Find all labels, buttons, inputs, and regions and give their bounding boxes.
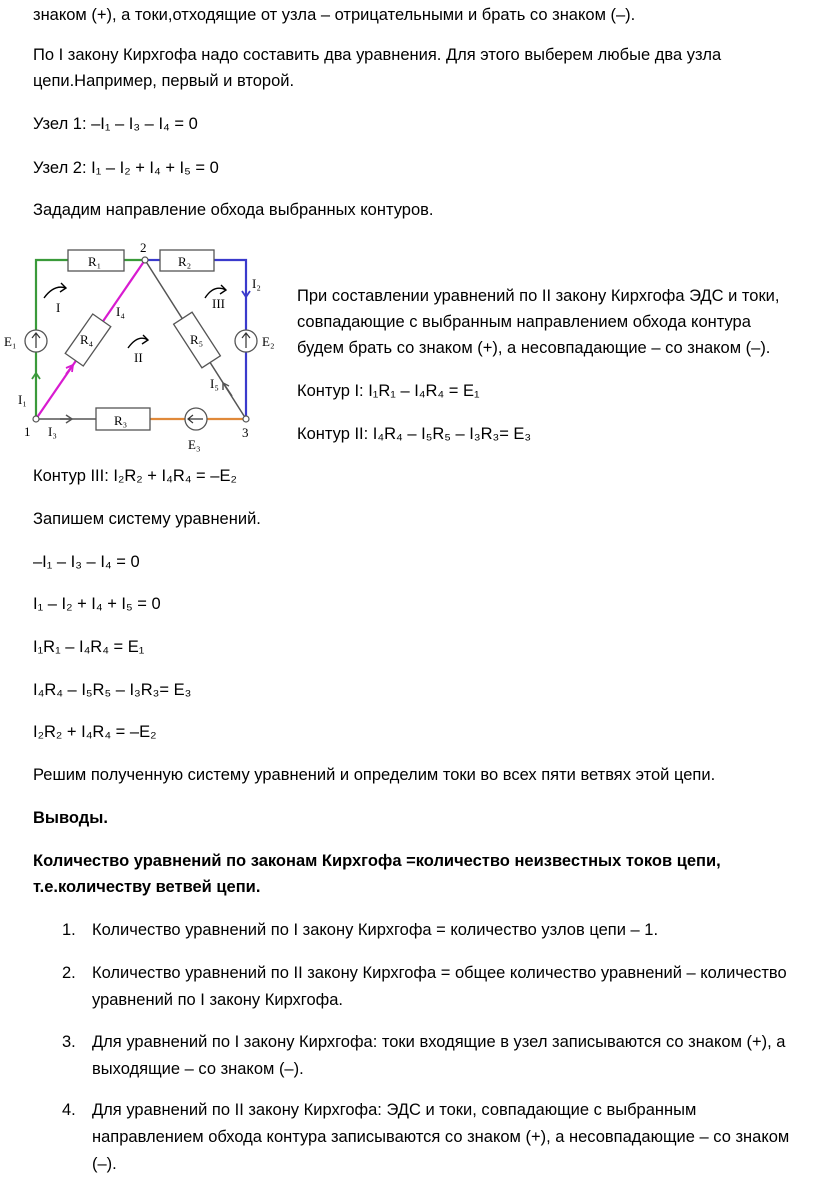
label-e3: E₃ [188,437,201,452]
list-number: 4. [62,1101,76,1119]
text-line: При составлении уравнений по II закону Кирхгофа ЭДС и токи, [297,287,780,305]
contour-3-equation: Контур III: I₂R₂ + I₄R₄ = –E₂ [33,467,237,485]
label-r1: R₁ [88,254,102,269]
section-heading: Выводы. [33,809,108,827]
current-arrow-i5 [223,383,232,396]
contour-arrow-ii [128,335,148,348]
system-equation-5: I₂R₂ + I₄R₄ = –E₂ [33,723,157,741]
list-number: 3. [62,1033,76,1051]
label-r5: R₅ [190,332,204,347]
system-equation-2: I₁ – I₂ + I₄ + I₅ = 0 [33,595,161,613]
label-i1: I₁ [18,392,27,407]
system-equation-3: I₁R₁ – I₄R₄ = E₁ [33,638,145,656]
node-3 [243,416,249,422]
label-node-1: 1 [24,424,31,439]
label-r3: R₃ [114,413,128,428]
list-text: Для уравнений по II закону Кирхгофа: ЭДС и токи, совпадающие с выбранным направлением обхода контура записываются со знаком (+), а несовпадающие – со знаком (–). [92,1101,790,1173]
label-i2: I₂ [252,276,261,291]
system-equation-4: I₄R₄ – I₅R₅ – I₃R₃= E₃ [33,681,192,699]
node-2 [142,257,148,263]
circuit-diagram [0,236,290,458]
text-line: знаком (+), а токи,отходящие от узла – отрицательными и брать со знаком (–). [33,6,636,24]
current-arrow-i1 [32,373,40,386]
list-number: 1. [62,921,76,939]
label-contour-ii: II [134,350,143,365]
label-contour-iii: III [212,296,225,311]
label-e2: E₂ [262,334,275,349]
node-1 [33,416,39,422]
text-line: Запишем систему уравнений. [33,510,261,528]
text-line: По I закону Кирхгофа надо составить два уравнения. Для этого выберем любые два узла [33,46,722,64]
list-text: Количество уравнений по II закону Кирхгофа = общее количество уравнений – количество уравнений по I закону Кирхгофа. [92,964,787,1009]
list-text: Для уравнений по I закону Кирхгофа: токи входящие в узел записываются со знаком (+), а выходящие – со знаком (–). [92,1033,786,1078]
text-line: цепи.Например, первый и второй. [33,72,295,90]
summary-line: Количество уравнений по законам Кирхгофа =количество неизвестных токов цепи, [33,852,721,870]
text-line: Зададим направление обхода выбранных контуров. [33,201,434,219]
label-i3: I₃ [48,424,57,439]
label-r2: R₂ [178,254,192,269]
label-r4: R₄ [80,332,94,347]
contour-arrow-i [44,283,66,298]
label-node-3: 3 [242,425,249,440]
text-line: будем брать со знаком (+), а несовпадающие – со знаком (–). [297,339,771,357]
list-number: 2. [62,964,76,982]
summary-line: т.е.количеству ветвей цепи. [33,878,261,896]
label-node-2: 2 [140,240,147,255]
label-e1: E₁ [4,334,17,349]
label-i4: I₄ [116,304,125,319]
system-equation-1: –I₁ – I₃ – I₄ = 0 [33,553,140,571]
label-i5: I₅ [210,376,219,391]
text-line: совпадающие с выбранным направлением обхода контура [297,313,751,331]
contour-1-equation: Контур I: I₁R₁ – I₄R₄ = E₁ [297,382,480,400]
current-arrow-i4 [66,365,73,374]
text-line: Решим полученную систему уравнений и определим токи во всех пяти ветвях этой цепи. [33,766,716,784]
label-contour-i: I [56,300,61,315]
node-2-equation: Узел 2: I₁ – I₂ + I₄ + I₅ = 0 [33,159,219,177]
contour-2-equation: Контур II: I₄R₄ – I₅R₅ – I₃R₃= E₃ [297,425,532,443]
current-arrow-i3 [60,415,72,423]
list-text: Количество уравнений по I закону Кирхгофа = количество узлов цепи – 1. [92,921,659,939]
current-arrow-i2 [242,284,250,297]
node-1-equation: Узел 1: –I₁ – I₃ – I₄ = 0 [33,115,198,133]
